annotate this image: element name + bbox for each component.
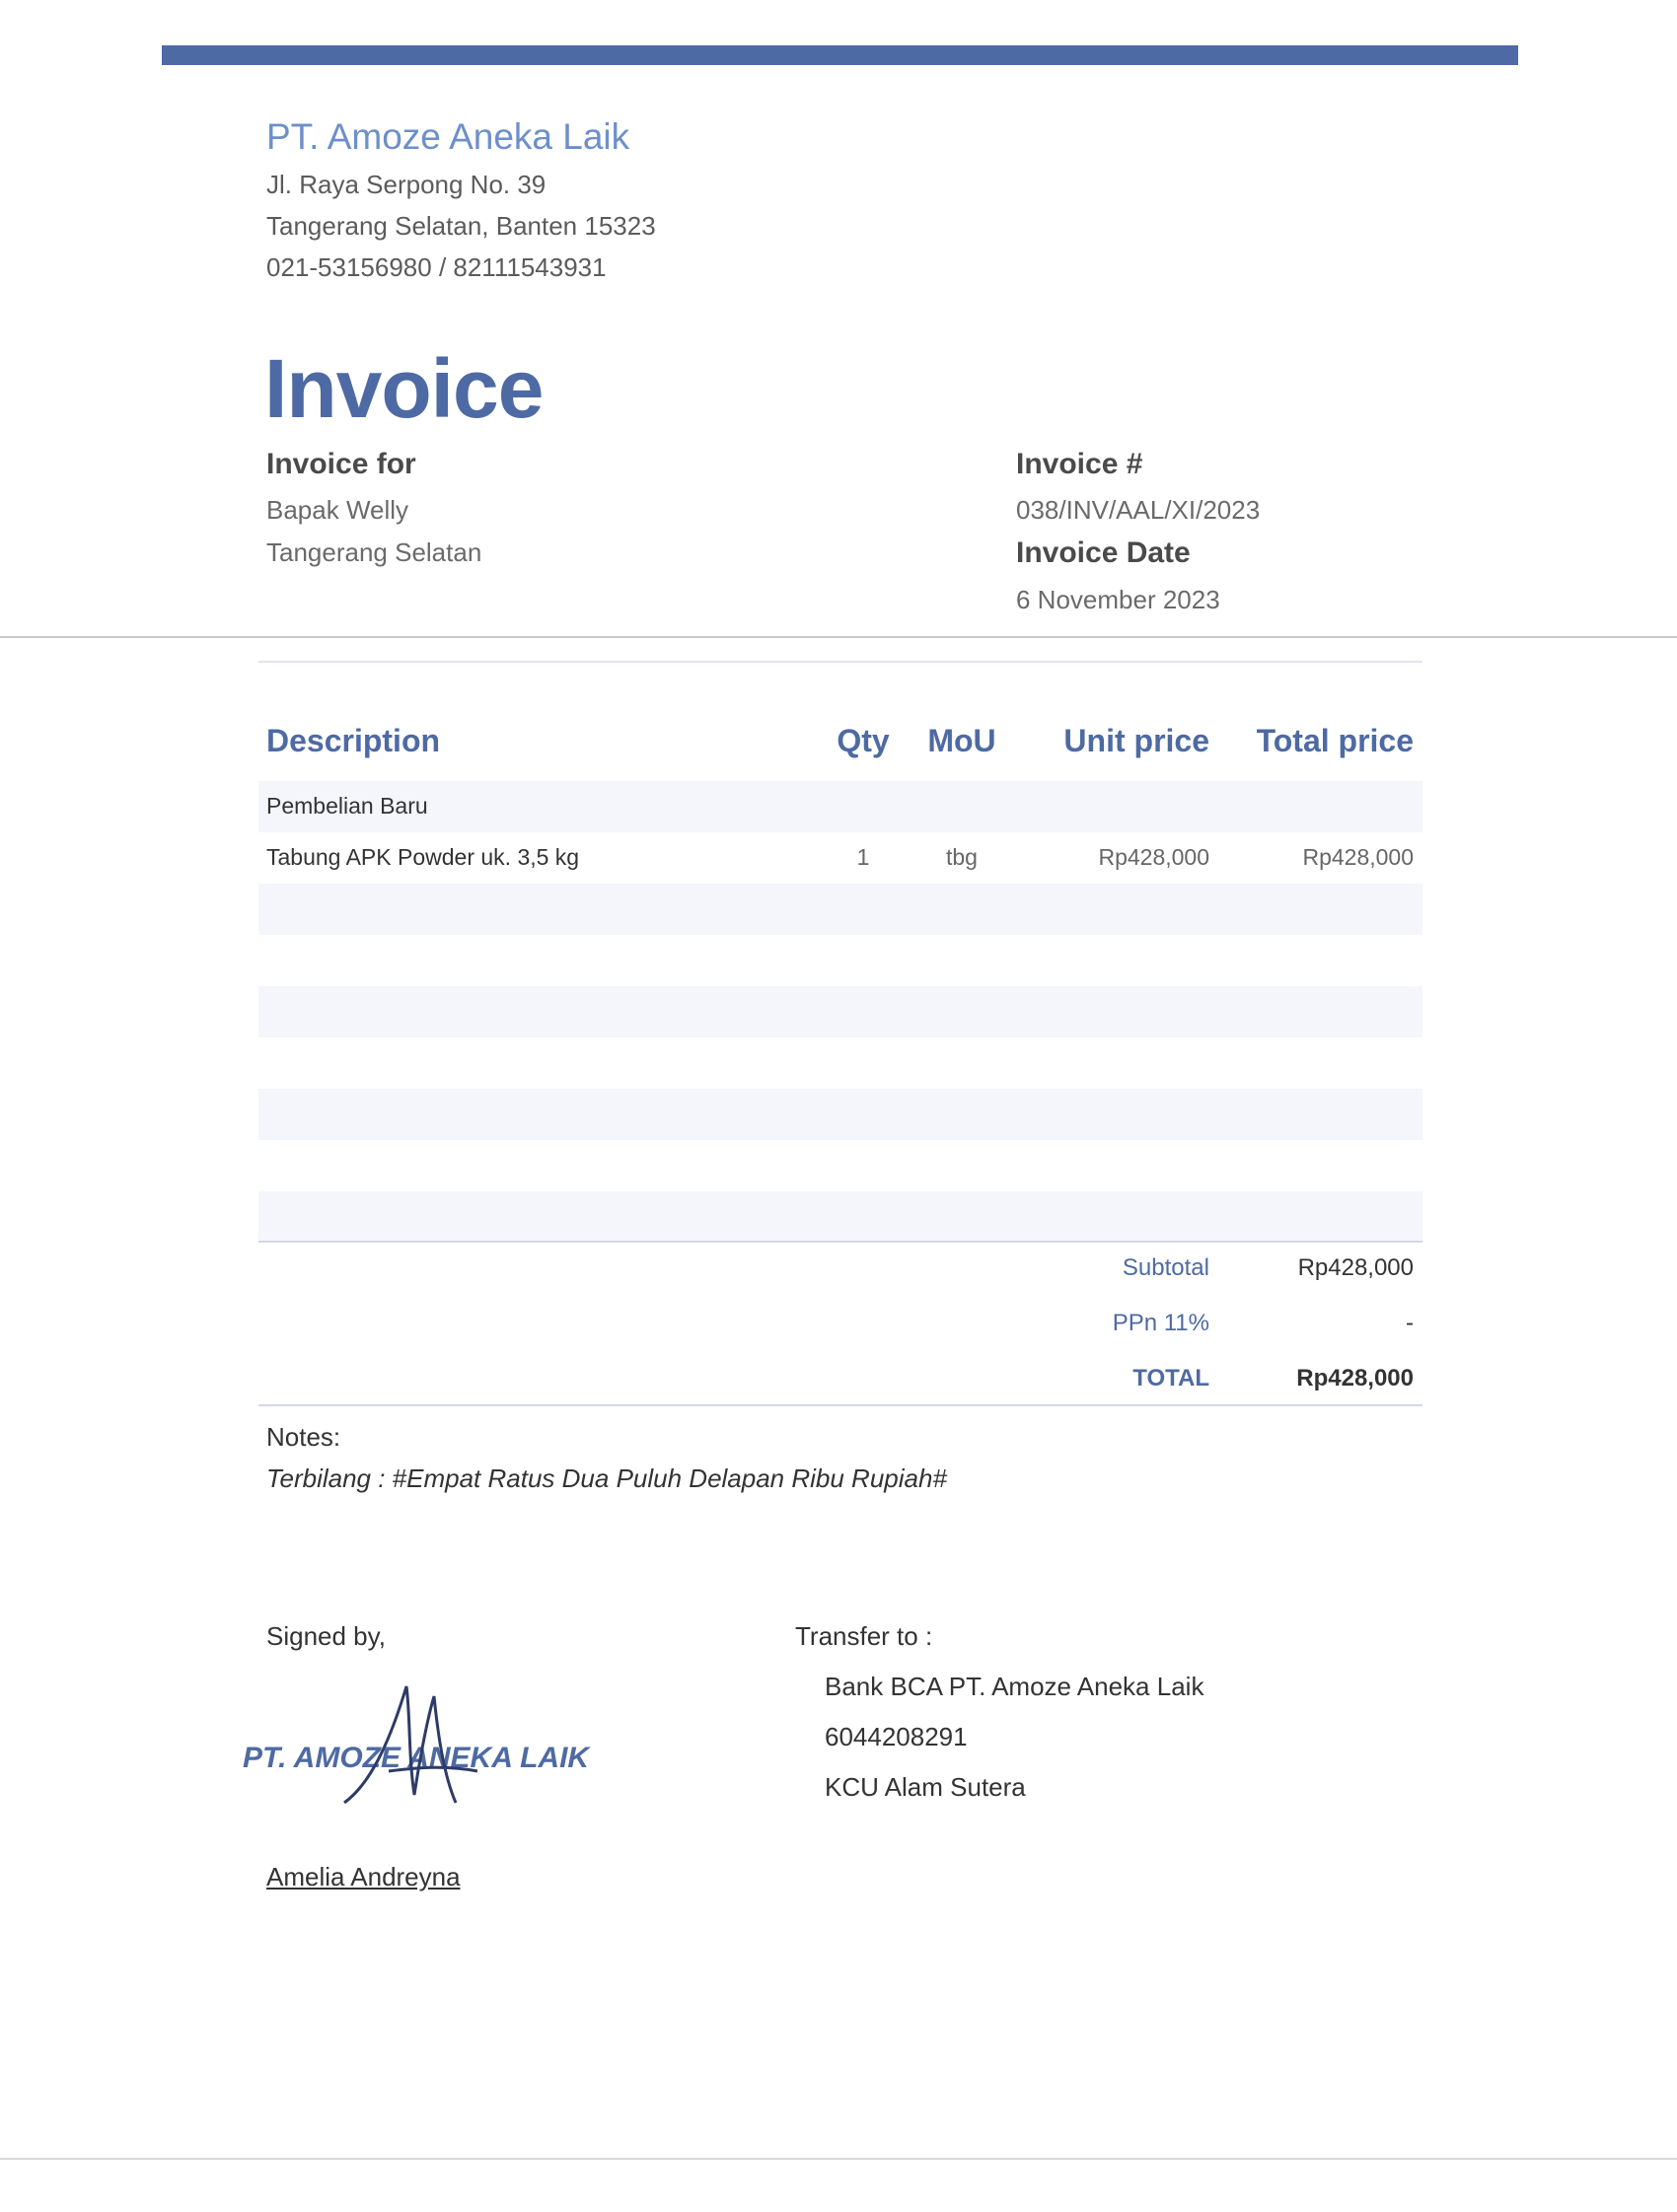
invoice-date-label: Invoice Date bbox=[1016, 536, 1191, 569]
header-accent-bar bbox=[162, 45, 1518, 65]
table-stripe bbox=[258, 781, 1422, 832]
stamp-graphic bbox=[241, 1677, 635, 1815]
row-unit-price: Rp428,000 bbox=[1098, 844, 1209, 870]
table-stripe bbox=[258, 1089, 1422, 1140]
table-group-label: Pembelian Baru bbox=[266, 793, 428, 819]
scan-bottom-edge bbox=[0, 2158, 1677, 2160]
scan-fold-line bbox=[0, 636, 1677, 638]
tax-label: PPn 11% bbox=[1112, 1310, 1209, 1336]
total-label: TOTAL bbox=[1132, 1365, 1209, 1391]
subtotal-value: Rp428,000 bbox=[1297, 1254, 1414, 1281]
table-bottom-rule bbox=[258, 1241, 1422, 1243]
notes-text: Terbilang : #Empat Ratus Dua Puluh Delapan Ribu Rupiah# bbox=[266, 1463, 947, 1493]
column-header-total-price: Total price bbox=[1256, 723, 1414, 758]
total-value: Rp428,000 bbox=[1296, 1365, 1414, 1391]
invoice-title: Invoice bbox=[264, 342, 544, 435]
transfer-label: Transfer to : bbox=[795, 1621, 933, 1651]
bill-to-name: Bapak Welly bbox=[266, 495, 409, 525]
table-stripe bbox=[258, 1191, 1422, 1243]
column-header-qty: Qty bbox=[837, 723, 890, 758]
company-stamp bbox=[241, 1677, 635, 1815]
invoice-number: 038/INV/AAL/XI/2023 bbox=[1016, 495, 1261, 525]
column-header-unit-price: Unit price bbox=[1063, 723, 1209, 758]
bill-to-label: Invoice for bbox=[266, 448, 416, 480]
bill-to-city: Tangerang Selatan bbox=[266, 537, 482, 567]
subtotal-label: Subtotal bbox=[1122, 1254, 1209, 1281]
table-top-rule bbox=[258, 661, 1422, 663]
notes-label: Notes: bbox=[266, 1422, 341, 1452]
invoice-number-label: Invoice # bbox=[1016, 448, 1143, 480]
transfer-account: 6044208291 bbox=[825, 1722, 968, 1751]
row-qty: 1 bbox=[856, 844, 870, 870]
invoice-date: 6 November 2023 bbox=[1016, 585, 1220, 614]
column-header-description: Description bbox=[266, 723, 441, 758]
row-description: Tabung APK Powder uk. 3,5 kg bbox=[266, 844, 580, 870]
signed-by-label: Signed by, bbox=[266, 1621, 386, 1651]
row-mou: tbg bbox=[946, 844, 978, 870]
table-stripe bbox=[258, 884, 1422, 935]
stamp-text: PT. AMOZE ANEKA LAIK bbox=[243, 1742, 590, 1774]
column-header-mou: MoU bbox=[927, 723, 996, 758]
table-stripe bbox=[258, 986, 1422, 1037]
company-address-line2: Tangerang Selatan, Banten 15323 bbox=[266, 211, 656, 241]
tax-value: - bbox=[1406, 1310, 1414, 1336]
transfer-bank: Bank BCA PT. Amoze Aneka Laik bbox=[825, 1672, 1204, 1701]
totals-bottom-rule bbox=[258, 1404, 1422, 1406]
company-name: PT. Amoze Aneka Laik bbox=[266, 116, 630, 157]
row-total-price: Rp428,000 bbox=[1302, 844, 1414, 870]
transfer-branch: KCU Alam Sutera bbox=[825, 1772, 1026, 1802]
company-phone: 021-53156980 / 82111543931 bbox=[266, 252, 607, 282]
signer-name: Amelia Andreyna bbox=[266, 1862, 461, 1891]
company-address-line1: Jl. Raya Serpong No. 39 bbox=[266, 170, 547, 199]
